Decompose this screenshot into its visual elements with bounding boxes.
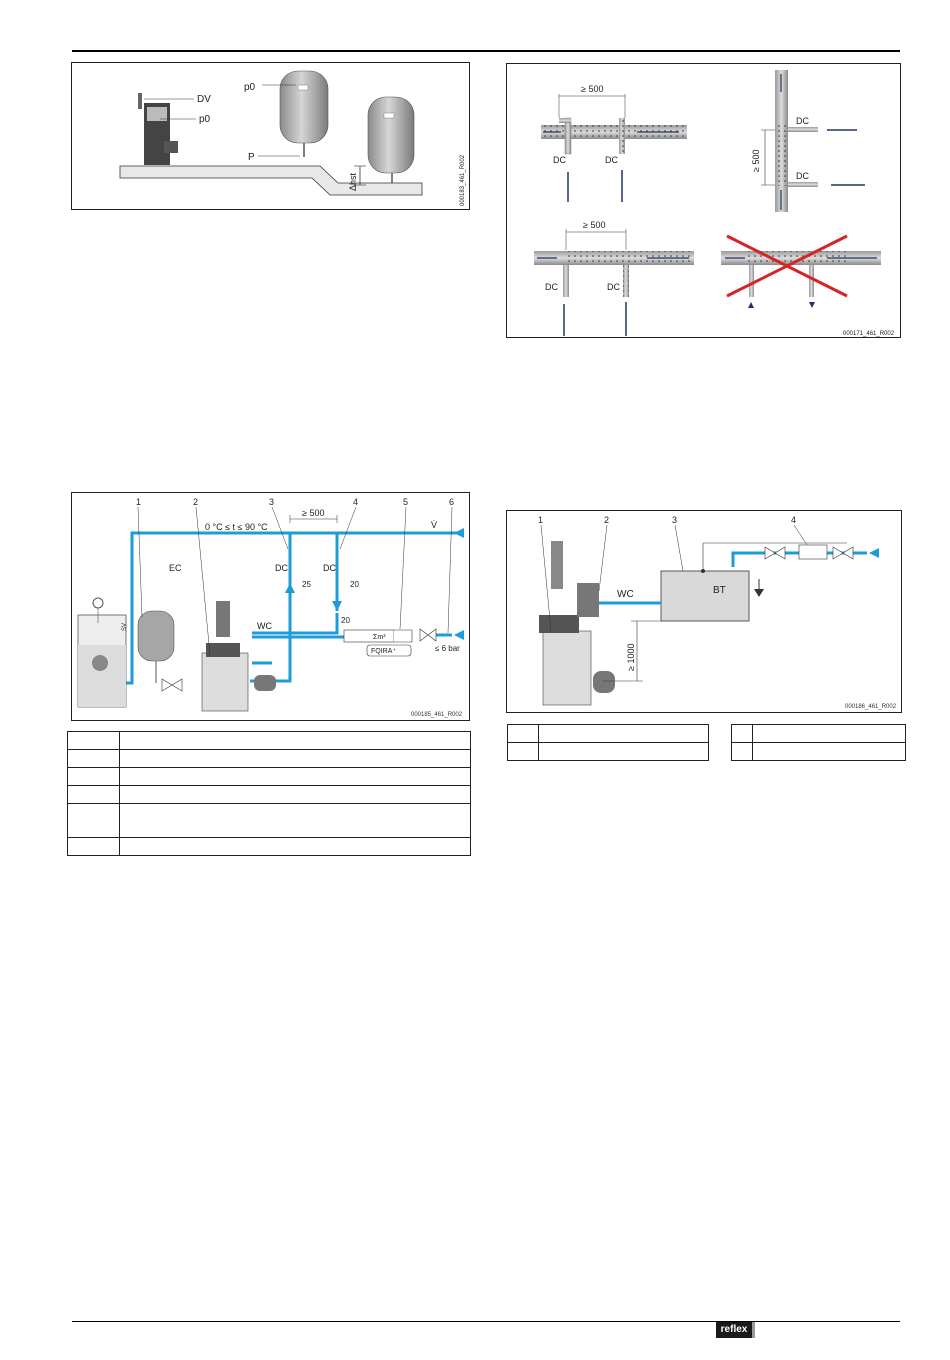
label-height-1000: ≥ 1000: [626, 643, 636, 671]
table-row: [68, 750, 471, 768]
figure-id: 000185_461_R002: [411, 712, 463, 718]
label-p0-unit: p0: [199, 114, 211, 125]
label-flow-rate: V̇: [431, 520, 438, 530]
dim-500-top-left: ≥ 500: [581, 84, 604, 94]
figure-system-schematic: [71, 492, 470, 721]
label-dc: DC: [796, 171, 809, 181]
dim-500-vertical: ≥ 500: [751, 149, 761, 172]
callout-2: 2: [193, 497, 199, 507]
table-row: [68, 804, 471, 838]
label-dc: DC: [553, 155, 566, 165]
footer-rule: [72, 1321, 900, 1322]
table-row: [732, 725, 906, 743]
pressurisation-unit-icon: [543, 631, 591, 705]
dim-500: ≥ 500: [302, 508, 325, 518]
label-bt: BT: [713, 585, 726, 596]
callout-3: 3: [672, 515, 678, 525]
label-fqira: FQIRA⁺: [371, 648, 397, 655]
table-row: [68, 768, 471, 786]
figure-id: 000171_461_R002: [843, 331, 895, 337]
label-wc: WC: [257, 621, 272, 631]
figure-vessel-installation: [71, 62, 470, 210]
label-p0-vessel: p0: [244, 82, 256, 93]
diaphragm-vessel-icon: [138, 611, 174, 661]
legend-table-break-tank-right: [731, 724, 906, 761]
legend-table-break-tank-left: [507, 724, 709, 761]
label-dc-4: DC: [323, 563, 336, 573]
table-row: [508, 725, 709, 743]
break-tank-icon: [661, 571, 749, 621]
label-temperature-range: 0 °C ≤ t ≤ 90 °C: [205, 522, 268, 532]
callout-4: 4: [791, 515, 797, 525]
label-dn25: 25: [302, 580, 311, 589]
table-row: [68, 732, 471, 750]
label-dc: DC: [605, 155, 618, 165]
callout-4: 4: [353, 497, 359, 507]
figure-id: 000186_461_R002: [845, 704, 897, 710]
label-sv: SV: [122, 622, 128, 631]
callout-3: 3: [269, 497, 275, 507]
label-ec: EC: [169, 563, 182, 573]
label-wc: WC: [617, 589, 634, 600]
reflex-logo: reflex: [716, 1322, 752, 1338]
callout-2: 2: [604, 515, 610, 525]
label-delta-hst: Δhst: [348, 172, 358, 191]
pressurisation-unit-icon: [202, 653, 248, 711]
label-dn20-wc: 20: [341, 616, 350, 625]
callout-1: 1: [538, 515, 544, 525]
table-row: [732, 743, 906, 761]
table-row: [508, 743, 709, 761]
label-water-meter: Σm³: [373, 634, 386, 641]
label-dc-3: DC: [275, 563, 288, 573]
table-row: [68, 786, 471, 804]
label-dn20-dc: 20: [350, 580, 359, 589]
header-rule: [72, 50, 900, 52]
figure-break-tank: [506, 510, 902, 713]
label-dv: DV: [197, 94, 211, 105]
label-dc: DC: [607, 282, 620, 292]
vessel-raised-icon: [368, 97, 414, 173]
dim-500-bottom-left: ≥ 500: [583, 220, 606, 230]
label-dc: DC: [796, 116, 809, 126]
vessel-large-icon: [280, 71, 328, 143]
figure-id: 000183_461_R002: [460, 154, 466, 206]
figure-degassing-connections: [506, 63, 901, 338]
label-dc: DC: [545, 282, 558, 292]
label-max-pressure: ≤ 6 bar: [435, 644, 460, 653]
table-row: [68, 838, 471, 856]
callout-1: 1: [136, 497, 142, 507]
water-meter-icon: [344, 630, 394, 642]
legend-table-system: [67, 731, 471, 856]
callout-5: 5: [403, 497, 409, 507]
callout-6: 6: [449, 497, 455, 507]
label-p: P: [248, 152, 255, 163]
